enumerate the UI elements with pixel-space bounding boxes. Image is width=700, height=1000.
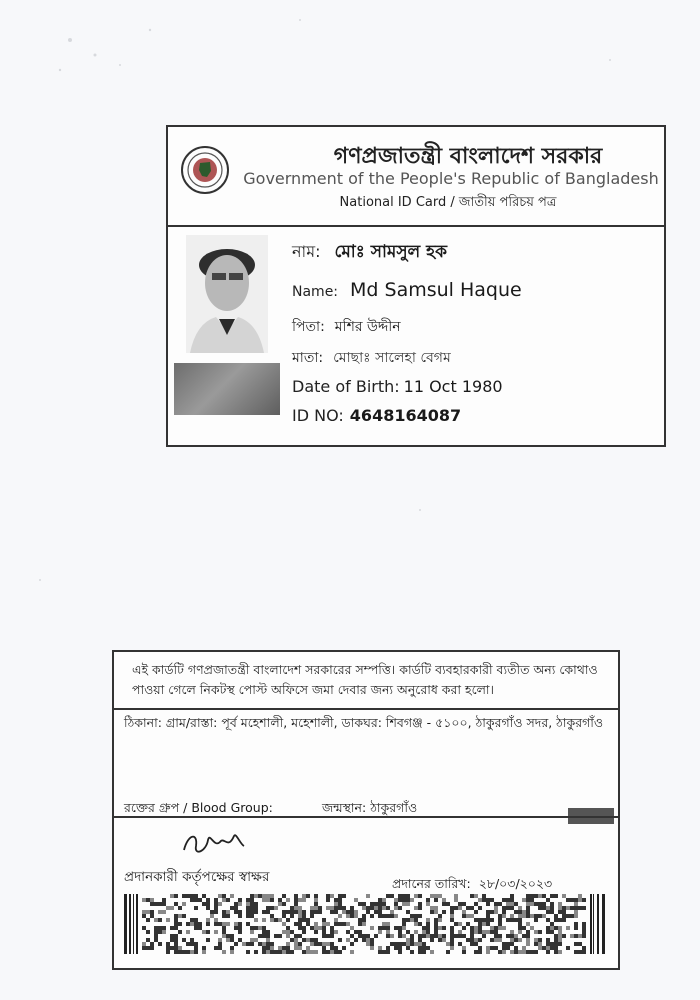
dob-row [292, 377, 503, 396]
name-bangla-value: মোঃ সামসুল হক [334, 242, 447, 262]
issue-date-row [392, 876, 552, 896]
government-seal-icon [180, 145, 230, 195]
card-title-bangla: গণপ্রজাতন্ত্রী বাংলাদেশ সরকার [333, 144, 603, 169]
birthplace-label: জন্মস্থান: [322, 800, 367, 815]
nid-card-back [112, 650, 620, 970]
card-header [168, 127, 664, 227]
mother-row [292, 346, 451, 370]
mother-label: মাতা: [292, 350, 324, 366]
birthplace-value: ঠাকুরগাঁও [370, 800, 418, 815]
issue-date-label: প্রদানের তারিখ: [392, 876, 471, 891]
card-title-english: Government of the People's Republic of Bangladesh [243, 169, 659, 188]
father-value: মশির উদ্দীন [334, 319, 401, 335]
dob-value: 11 Oct 1980 [403, 377, 503, 396]
father-row [292, 315, 401, 339]
pdf417-barcode [124, 894, 612, 954]
name-bangla-label: নাম: [292, 242, 321, 261]
blood-group-label: রক্তের গ্রুপ / Blood Group: [124, 800, 273, 815]
dob-label: Date of Birth: [292, 377, 400, 396]
ownership-notice: এই কার্ডটি গণপ্রজাতন্ত্রী বাংলাদেশ সরকারের সম্পত্তি। কার্ডটি ব্যবহারকারী ব্যতীত অন্য কোথাও পাওয়া গেলে নিকটস্থ পোস্ট অফিসে জমা দেবার জন্য অনুরোধ করা হলো। [114, 652, 618, 710]
card-subtitle: National ID Card / জাতীয় পরিচয় পত্র [339, 195, 557, 210]
name-bangla-row [292, 239, 447, 267]
id-number-row [292, 406, 461, 425]
id-number-label: ID NO: [292, 406, 344, 425]
nid-card-front [166, 125, 666, 447]
holder-photo [186, 235, 268, 353]
id-number-value: 4648164087 [349, 406, 462, 425]
issue-date-value: ২৮/০৩/২০২৩ [478, 876, 553, 891]
name-english-label: Name: [292, 284, 339, 300]
mother-value: মোছাঃ সালেহা বেগম [333, 350, 451, 366]
name-english-row [292, 279, 522, 301]
holder-signature-strip [174, 363, 280, 415]
father-label: পিতা: [292, 319, 325, 335]
name-english-value: Md Samsul Haque [350, 279, 522, 301]
address-block [124, 714, 604, 732]
issuing-authority-signature-label: প্রদানকারী কর্তৃপক্ষের স্বাক্ষর [124, 869, 270, 885]
address-label: ঠিকানা: [124, 715, 162, 730]
authority-signature [178, 824, 248, 862]
address-value: গ্রাম/রাস্তা: পূর্ব মহেশালী, মহেশালী, ডাকঘর: শিবগঞ্জ - ৫১০০, ঠাকুরগাঁও সদর, ঠাকুরগাঁও [165, 715, 604, 730]
back-divider [114, 816, 618, 818]
